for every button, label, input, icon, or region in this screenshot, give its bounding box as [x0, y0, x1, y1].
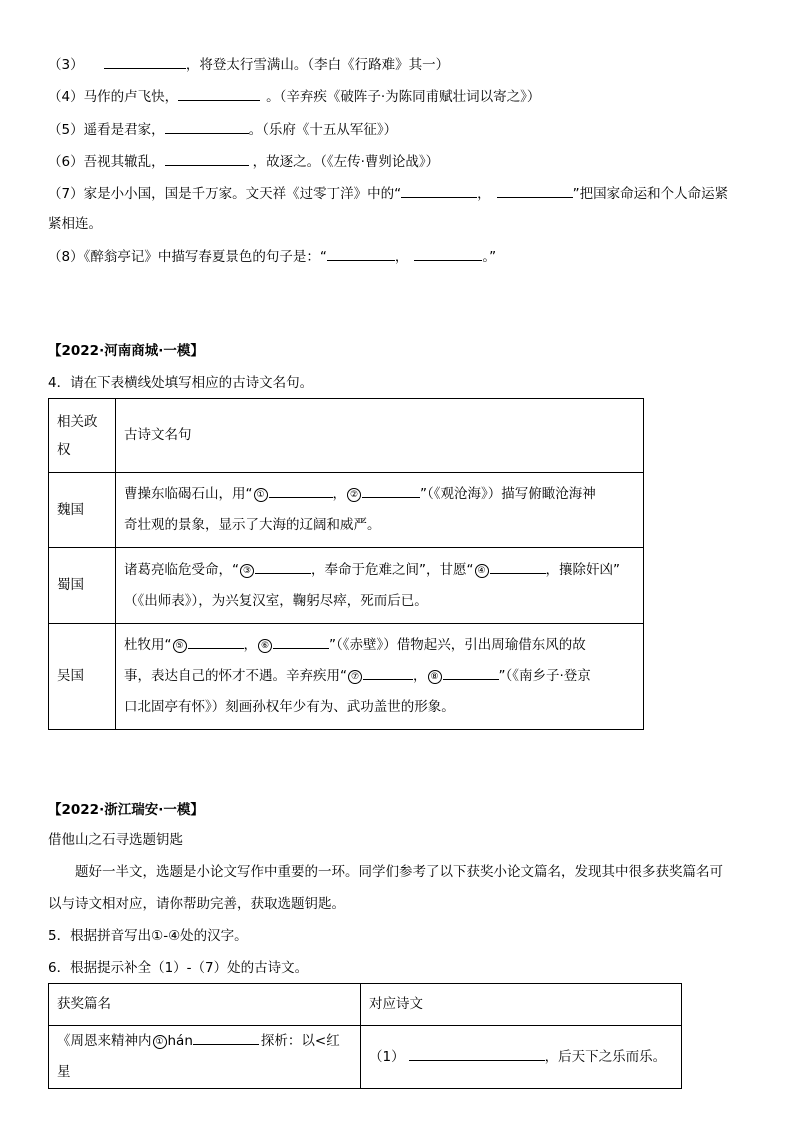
- item-7-text-a: （7）家是小小国，国是千万家。文天祥《过零丁洋》中的“: [48, 186, 402, 202]
- blank[interactable]: [188, 634, 244, 649]
- source-label-2: 【2022·浙江瑞安·一模】: [48, 802, 204, 818]
- circle-number: ⑤: [173, 639, 187, 653]
- item-8: [48, 246, 496, 267]
- row-line: [124, 661, 635, 692]
- table-row: [49, 473, 644, 548]
- section-title: 借他山之石寻选题钥匙: [48, 832, 183, 848]
- text: 诸葛亮临危受命，“: [124, 561, 239, 578]
- item-8-text-b: ，: [394, 249, 409, 265]
- blank[interactable]: [193, 1030, 259, 1045]
- award-table: [48, 983, 682, 1089]
- blank[interactable]: [497, 183, 573, 198]
- item-4-text-b: 。（辛弃疾《破阵子·为陈同甫赋壮词以寄之》）: [266, 89, 541, 105]
- circle-number: ⑥: [258, 639, 272, 653]
- text: ”（《南乡子·登京: [498, 668, 591, 684]
- text: ，: [243, 637, 257, 653]
- item-7: [48, 183, 728, 204]
- row-line: [124, 555, 635, 586]
- blank[interactable]: [414, 246, 482, 261]
- text: 探析：以<红星: [57, 1033, 340, 1080]
- row-name: 吴国: [49, 624, 116, 730]
- item-7-text-c: ”把国家命运和个人命运紧: [572, 186, 729, 202]
- table-row: [49, 1026, 682, 1089]
- item-7-cont: 紧相连。: [48, 216, 102, 232]
- table-row: [49, 548, 644, 624]
- award-cell: [49, 1026, 361, 1089]
- row-content: [116, 473, 644, 548]
- item-7-text-b: ，: [477, 186, 491, 202]
- item-8-text-a: （8）《醉翁亭记》中描写春夏景色的句子是：“: [48, 249, 327, 265]
- header-poem: 对应诗文: [361, 984, 682, 1026]
- item-5-text-a: （5）遥看是君家，: [48, 122, 165, 138]
- row-content: [116, 624, 644, 730]
- question-4: 4．请在下表横线处填写相应的古诗文名句。: [48, 375, 314, 391]
- item-5: [48, 119, 397, 140]
- blank[interactable]: [409, 1046, 545, 1061]
- blank[interactable]: [363, 665, 413, 680]
- blank[interactable]: [269, 483, 333, 498]
- item-5-text-b: 。（乐府《十五从军征》）: [248, 122, 398, 138]
- text: （1）: [369, 1048, 405, 1065]
- table-header-row: [49, 984, 682, 1026]
- row-line: 口北固亭有怀》）刻画孙权年少有为、武功盖世的形象。: [124, 699, 455, 715]
- text: ，后天下之乐而乐。: [544, 1048, 667, 1065]
- circle-number: ②: [347, 488, 361, 502]
- row-name: 魏国: [49, 473, 116, 548]
- blank[interactable]: [362, 483, 420, 498]
- question-6: 6．根据提示补全（1）-（7）处的古诗文。: [48, 960, 309, 976]
- item-6: [48, 151, 439, 172]
- blank[interactable]: [178, 86, 260, 101]
- blank[interactable]: [255, 559, 311, 574]
- paragraph-line2: 以与诗文相对应，请你帮助完善，获取选题钥匙。: [48, 896, 345, 912]
- blank[interactable]: [165, 119, 249, 134]
- item-3-num: （3）: [48, 57, 84, 73]
- blank[interactable]: [273, 634, 329, 649]
- poem-cell: [361, 1026, 682, 1089]
- item-3-text: ，将登太行雪满山。（李白《行路难》其一）: [185, 57, 450, 73]
- item-8-text-c: 。”: [482, 249, 497, 265]
- header-col2: 古诗文名句: [116, 399, 644, 473]
- row-content: [116, 548, 644, 624]
- text: ”（《赤壁》）借物起兴，引出周瑜借东风的故: [329, 637, 586, 653]
- table-row: [49, 624, 644, 730]
- text: ，攘除奸凶”: [545, 561, 620, 578]
- item-6-text-a: （6）吾视其辙乱，: [48, 154, 165, 170]
- circle-number: ③: [240, 564, 254, 578]
- circle-number: ④: [475, 564, 489, 578]
- header-award-title: 获奖篇名: [49, 984, 361, 1026]
- item-4: [48, 86, 540, 107]
- header-col1: [49, 399, 116, 473]
- text: 杜牧用“: [124, 637, 172, 653]
- text: 曹操东临碣石山，用“: [124, 486, 253, 502]
- blank[interactable]: [443, 665, 499, 680]
- text: 事，表达自己的怀才不遇。辛弃疾用“: [124, 668, 347, 684]
- text: ”（《观沧海》）描写俯瞰沧海神: [420, 486, 596, 502]
- item-3: [48, 54, 449, 75]
- table-header-row: [49, 399, 644, 473]
- blank[interactable]: [165, 151, 249, 166]
- blank[interactable]: [401, 183, 477, 198]
- text: ，: [413, 668, 427, 684]
- row-name: 蜀国: [49, 548, 116, 624]
- row-line: [124, 479, 635, 510]
- circle-number: ①: [153, 1035, 167, 1049]
- row-line: [124, 630, 635, 661]
- circle-number: ⑦: [348, 670, 362, 684]
- text: 《周恩来精神内: [57, 1033, 152, 1049]
- blank[interactable]: [490, 559, 546, 574]
- poetry-table: [48, 398, 644, 730]
- circle-number: ①: [254, 488, 268, 502]
- question-5: 5．根据拼音写出①-④处的汉字。: [48, 928, 248, 944]
- text: ，: [332, 486, 346, 502]
- source-label-1: 【2022·河南商城·一模】: [48, 343, 204, 359]
- header-col1-line1: 相关政: [57, 413, 98, 430]
- item-4-text-a: （4）马作的卢飞快，: [48, 89, 179, 105]
- text: ，奉命于危难之间”，甘愿“: [311, 561, 474, 578]
- row-line: （《出师表》），为兴复汉室，鞠躬尽瘁，死而后已。: [124, 592, 428, 609]
- header-col1-line2: 权: [57, 441, 71, 458]
- pinyin: hán: [167, 1033, 193, 1049]
- item-6-text-b: ，故逐之。（《左传·曹刿论战》）: [252, 154, 440, 170]
- blank[interactable]: [104, 54, 186, 69]
- circle-number: ⑧: [428, 670, 442, 684]
- blank[interactable]: [327, 246, 395, 261]
- row-line: 奇壮观的景象，显示了大海的辽阔和威严。: [124, 517, 381, 533]
- paragraph-line1: 题好一半文，选题是小论文写作中重要的一环。同学们参考了以下获奖小论文篇名，发现其中很多获奖篇名可: [75, 864, 723, 880]
